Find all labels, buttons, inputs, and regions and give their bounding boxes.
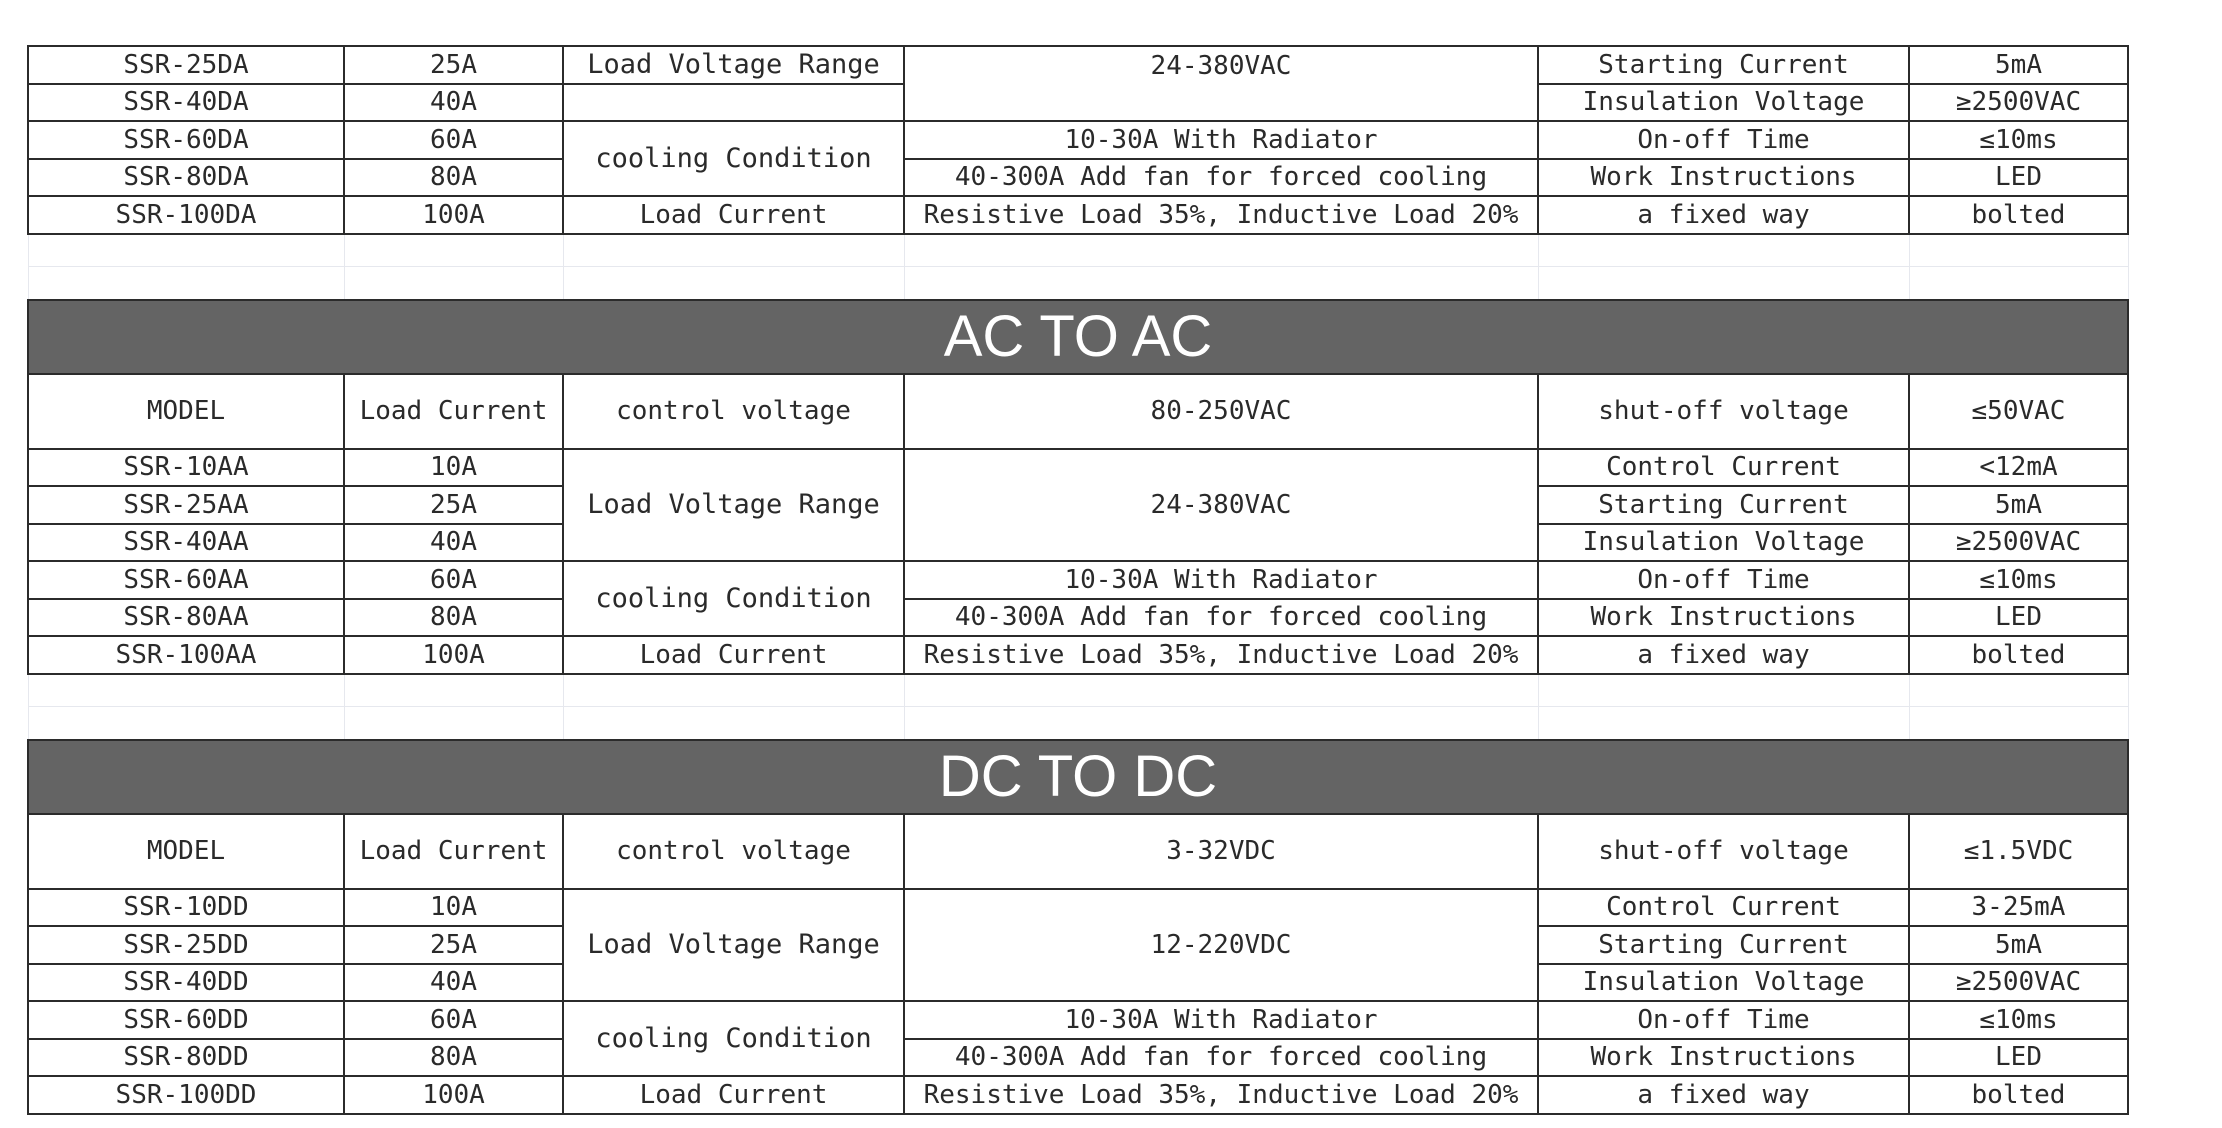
param-label: On-off Time: [1538, 561, 1909, 599]
current-cell: 80A: [344, 159, 563, 197]
param-value: ≤10ms: [1909, 1001, 2128, 1039]
load-current-value: Resistive Load 35%, Inductive Load 20%: [904, 636, 1538, 674]
param-value: ≤10ms: [1909, 121, 2128, 159]
param-value: 5mA: [1909, 926, 2128, 964]
empty-cell: [563, 84, 904, 122]
shutoff-voltage-value: ≤1.5VDC: [1909, 814, 2128, 889]
param-value: bolted: [1909, 636, 2128, 674]
load-voltage-label: Load Voltage Range: [563, 889, 904, 1002]
model-cell: SSR-60DD: [28, 1001, 344, 1039]
param-value: <12mA: [1909, 449, 2128, 487]
param-label: Work Instructions: [1538, 1039, 1909, 1077]
spec-sheet: [27, 45, 2129, 1115]
header-row: [28, 374, 2128, 449]
model-header: MODEL: [28, 814, 344, 889]
model-cell: SSR-100AA: [28, 636, 344, 674]
table-row: [28, 1039, 2128, 1077]
ssr-spec-table: [27, 45, 2129, 1115]
table-row: [28, 561, 2128, 599]
param-label: Insulation Voltage: [1538, 84, 1909, 122]
param-label: Starting Current: [1538, 926, 1909, 964]
table-row: [28, 1001, 2128, 1039]
control-voltage-label: control voltage: [563, 374, 904, 449]
current-cell: 80A: [344, 599, 563, 637]
model-cell: SSR-40AA: [28, 524, 344, 562]
current-cell: 100A: [344, 1076, 563, 1114]
param-value: LED: [1909, 1039, 2128, 1077]
model-cell: SSR-25DD: [28, 926, 344, 964]
blank-row: [28, 707, 2128, 740]
shutoff-voltage-label: shut-off voltage: [1538, 374, 1909, 449]
cooling-value: 10-30A With Radiator: [904, 1001, 1538, 1039]
cooling-value: 40-300A Add fan for forced cooling: [904, 599, 1538, 637]
param-label: Insulation Voltage: [1538, 964, 1909, 1002]
current-cell: 40A: [344, 524, 563, 562]
model-cell: SSR-80DD: [28, 1039, 344, 1077]
model-cell: SSR-100DA: [28, 196, 344, 234]
model-cell: SSR-80DA: [28, 159, 344, 197]
model-cell: SSR-60DA: [28, 121, 344, 159]
current-cell: 60A: [344, 561, 563, 599]
param-value: 5mA: [1909, 486, 2128, 524]
param-value: LED: [1909, 159, 2128, 197]
table-row: [28, 196, 2128, 234]
param-label: Work Instructions: [1538, 599, 1909, 637]
param-label: Control Current: [1538, 449, 1909, 487]
param-value: ≥2500VAC: [1909, 84, 2128, 122]
current-cell: 60A: [344, 1001, 563, 1039]
current-cell: 100A: [344, 196, 563, 234]
param-label: a fixed way: [1538, 1076, 1909, 1114]
param-label: Starting Current: [1538, 46, 1909, 84]
param-label: On-off Time: [1538, 121, 1909, 159]
cooling-value: 40-300A Add fan for forced cooling: [904, 159, 1538, 197]
control-voltage-value: 80-250VAC: [904, 374, 1538, 449]
load-voltage-value: 24-380VAC: [904, 449, 1538, 562]
table-row: [28, 121, 2128, 159]
model-cell: SSR-80AA: [28, 599, 344, 637]
section-banner: [28, 740, 2128, 814]
cooling-value: 40-300A Add fan for forced cooling: [904, 1039, 1538, 1077]
cooling-value: 10-30A With Radiator: [904, 561, 1538, 599]
section-title: AC TO AC: [28, 300, 2128, 374]
section-banner: [28, 300, 2128, 374]
blank-row: [28, 234, 2128, 267]
param-value: bolted: [1909, 196, 2128, 234]
control-voltage-value: 3-32VDC: [904, 814, 1538, 889]
load-current-value: Resistive Load 35%, Inductive Load 20%: [904, 196, 1538, 234]
param-label: On-off Time: [1538, 1001, 1909, 1039]
shutoff-voltage-label: shut-off voltage: [1538, 814, 1909, 889]
param-label: a fixed way: [1538, 196, 1909, 234]
current-cell: 80A: [344, 1039, 563, 1077]
param-value: 3-25mA: [1909, 889, 2128, 927]
current-cell: 25A: [344, 486, 563, 524]
control-voltage-label: control voltage: [563, 814, 904, 889]
cooling-condition-label: cooling Condition: [563, 121, 904, 196]
current-cell: 40A: [344, 964, 563, 1002]
load-voltage-label: Load Voltage Range: [563, 449, 904, 562]
current-cell: 40A: [344, 84, 563, 122]
table-row: [28, 159, 2128, 197]
model-cell: SSR-100DD: [28, 1076, 344, 1114]
param-value: ≤10ms: [1909, 561, 2128, 599]
param-label: Insulation Voltage: [1538, 524, 1909, 562]
param-label: a fixed way: [1538, 636, 1909, 674]
blank-row: [28, 267, 2128, 300]
section-title: DC TO DC: [28, 740, 2128, 814]
param-value: ≥2500VAC: [1909, 524, 2128, 562]
current-cell: 60A: [344, 121, 563, 159]
table-row: [28, 449, 2128, 487]
cooling-value: 10-30A With Radiator: [904, 121, 1538, 159]
cooling-condition-label: cooling Condition: [563, 561, 904, 636]
param-value: 5mA: [1909, 46, 2128, 84]
model-cell: SSR-10DD: [28, 889, 344, 927]
load-voltage-value: 24-380VAC: [904, 46, 1538, 121]
param-value: LED: [1909, 599, 2128, 637]
model-cell: SSR-25DA: [28, 46, 344, 84]
param-value: bolted: [1909, 1076, 2128, 1114]
blank-row: [28, 674, 2128, 707]
table-row: [28, 636, 2128, 674]
param-label: Work Instructions: [1538, 159, 1909, 197]
current-cell: 10A: [344, 889, 563, 927]
param-label: Starting Current: [1538, 486, 1909, 524]
load-voltage-label: Load Voltage Range: [563, 46, 904, 84]
table-row: [28, 889, 2128, 927]
load-current-label: Load Current: [563, 636, 904, 674]
table-row: [28, 1076, 2128, 1114]
cooling-condition-label: cooling Condition: [563, 1001, 904, 1076]
model-cell: SSR-40DD: [28, 964, 344, 1002]
current-cell: 100A: [344, 636, 563, 674]
load-current-header: Load Current: [344, 374, 563, 449]
model-header: MODEL: [28, 374, 344, 449]
load-current-label: Load Current: [563, 196, 904, 234]
table-row: [28, 46, 2128, 84]
param-value: ≥2500VAC: [1909, 964, 2128, 1002]
shutoff-voltage-value: ≤50VAC: [1909, 374, 2128, 449]
table-row: [28, 599, 2128, 637]
header-row: [28, 814, 2128, 889]
load-current-header: Load Current: [344, 814, 563, 889]
load-current-value: Resistive Load 35%, Inductive Load 20%: [904, 1076, 1538, 1114]
param-label: Control Current: [1538, 889, 1909, 927]
load-voltage-value: 12-220VDC: [904, 889, 1538, 1002]
load-current-label: Load Current: [563, 1076, 904, 1114]
model-cell: SSR-25AA: [28, 486, 344, 524]
current-cell: 25A: [344, 926, 563, 964]
model-cell: SSR-40DA: [28, 84, 344, 122]
model-cell: SSR-10AA: [28, 449, 344, 487]
current-cell: 25A: [344, 46, 563, 84]
current-cell: 10A: [344, 449, 563, 487]
model-cell: SSR-60AA: [28, 561, 344, 599]
